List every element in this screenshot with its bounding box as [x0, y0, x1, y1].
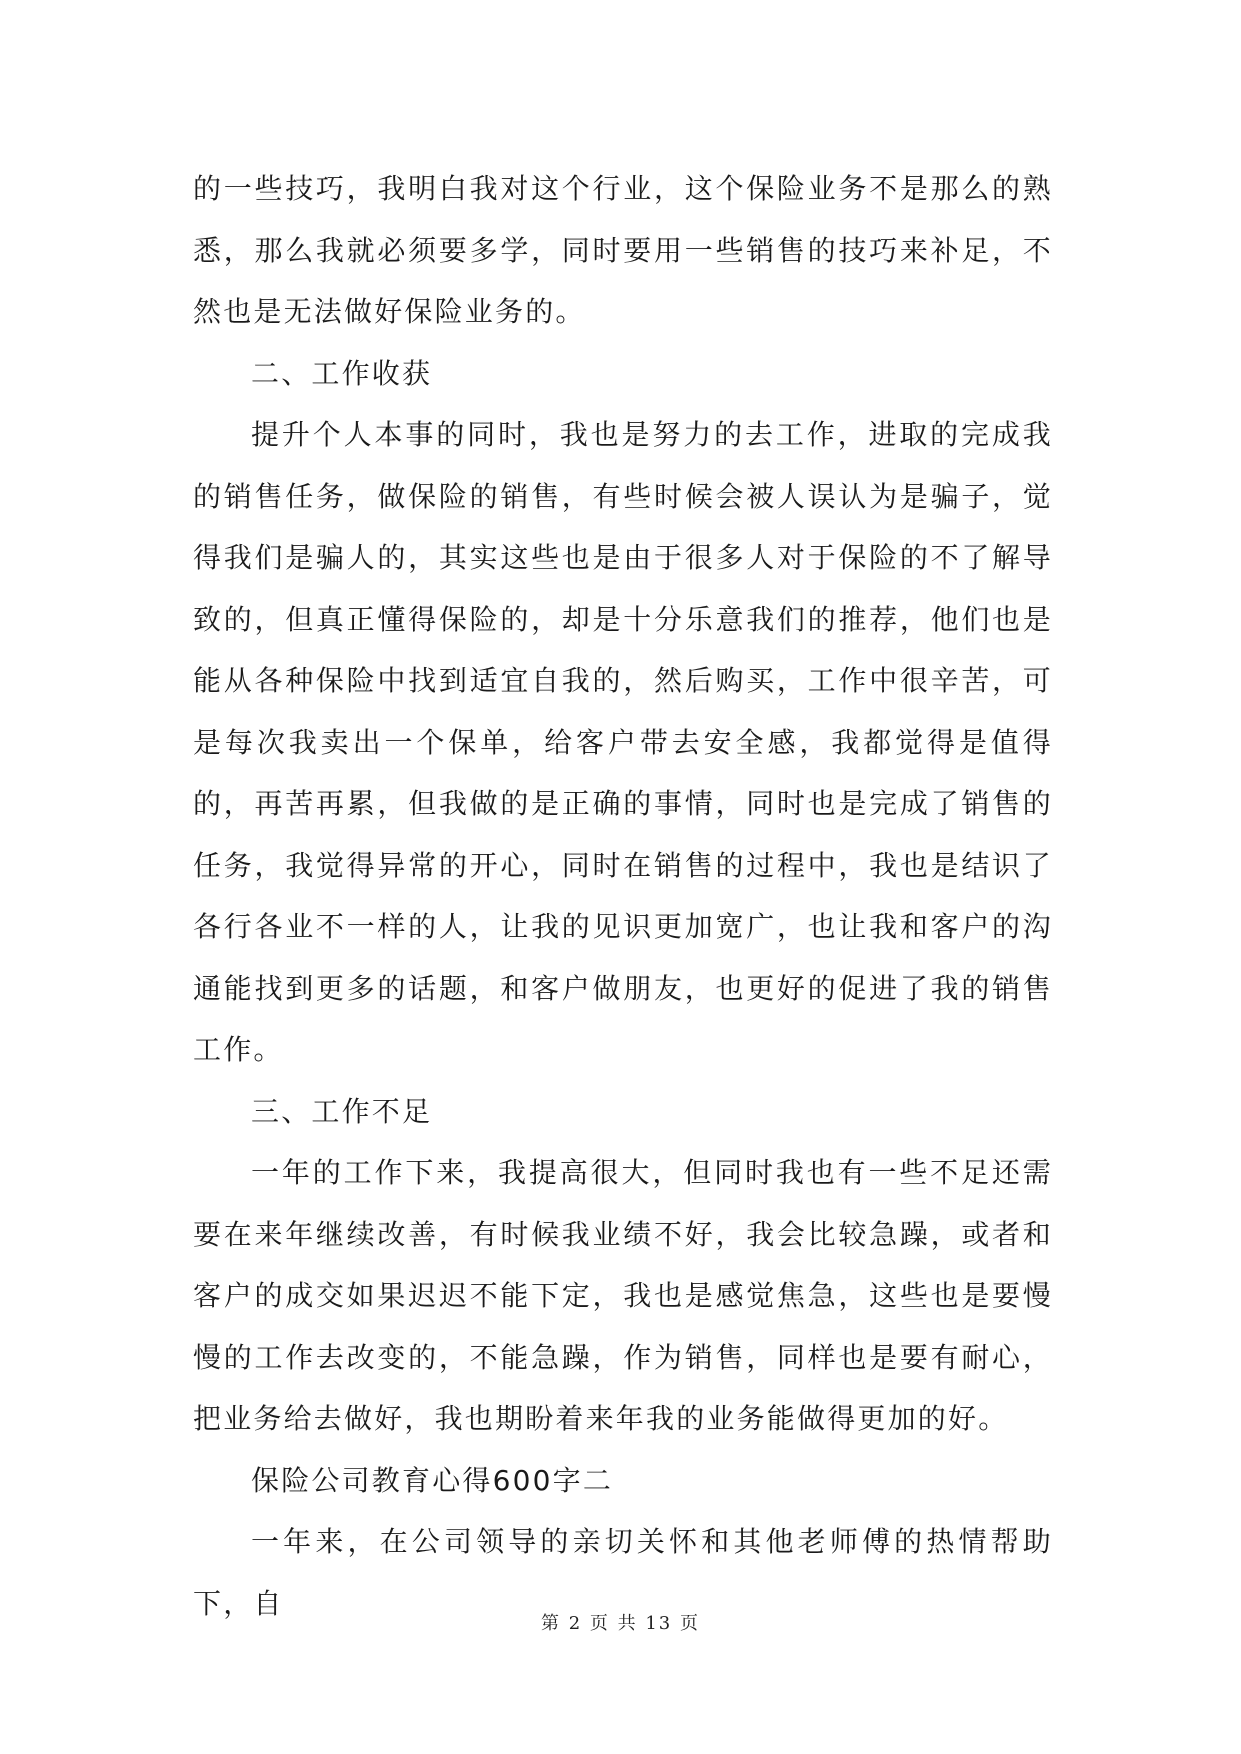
page-footer	[0, 1609, 1241, 1635]
section-heading-work-shortcomings: 三、工作不足	[251, 1094, 433, 1128]
paragraph: 一年的工作下来，我提高很大，但同时我也有一些不足还需要在来年继续改善，有时候我业绩不好，我会比较急躁，或者和客户的成交如果迟迟不能下定，我也是感觉焦急，这些也是要慢慢的工作去改变的，不能急躁，作为销售，同样也是要有耐心，把业务给去做好，我也期盼着来年我的业务能做得更加的好。	[193, 1156, 1053, 1435]
paragraph: 的一些技巧，我明白我对这个行业，这个保险业务不是那么的熟悉，那么我就必须要多学，同时要用一些销售的技巧来补足，不然也是无法做好保险业务的。	[193, 172, 1053, 328]
document-body	[193, 158, 1053, 1634]
paragraph: 提升个人本事的同时，我也是努力的去工作，进取的完成我的销售任务，做保险的销售，有些时候会被人误认为是骗子，觉得我们是骗人的，其实这些也是由于很多人对于保险的不了解导致的，但真正懂得保险的，却是十分乐意我们的推荐，他们也是能从各种保险中找到适宜自我的，然后购买，工作中很辛苦，可是每次我卖出一个保单，给客户带去安全感，我都觉得是值得的，再苦再累，但我做的是正确的事情，同时也是完成了销售的任务，我觉得异常的开心，同时在销售的过程中，我也是结识了各行各业不一样的人，让我的见识更加宽广，也让我和客户的沟通能找到更多的话题，和客户做朋友，也更好的促进了我的销售工作。	[193, 418, 1053, 1066]
paragraph: 一年来，在公司领导的亲切关怀和其他老师傅的热情帮助下，自	[193, 1525, 1053, 1620]
article-title: 保险公司教育心得600字二	[251, 1463, 614, 1497]
section-heading-work-gains: 二、工作收获	[251, 356, 433, 390]
page-number-label: 第 2 页 共 13 页	[541, 1613, 700, 1634]
